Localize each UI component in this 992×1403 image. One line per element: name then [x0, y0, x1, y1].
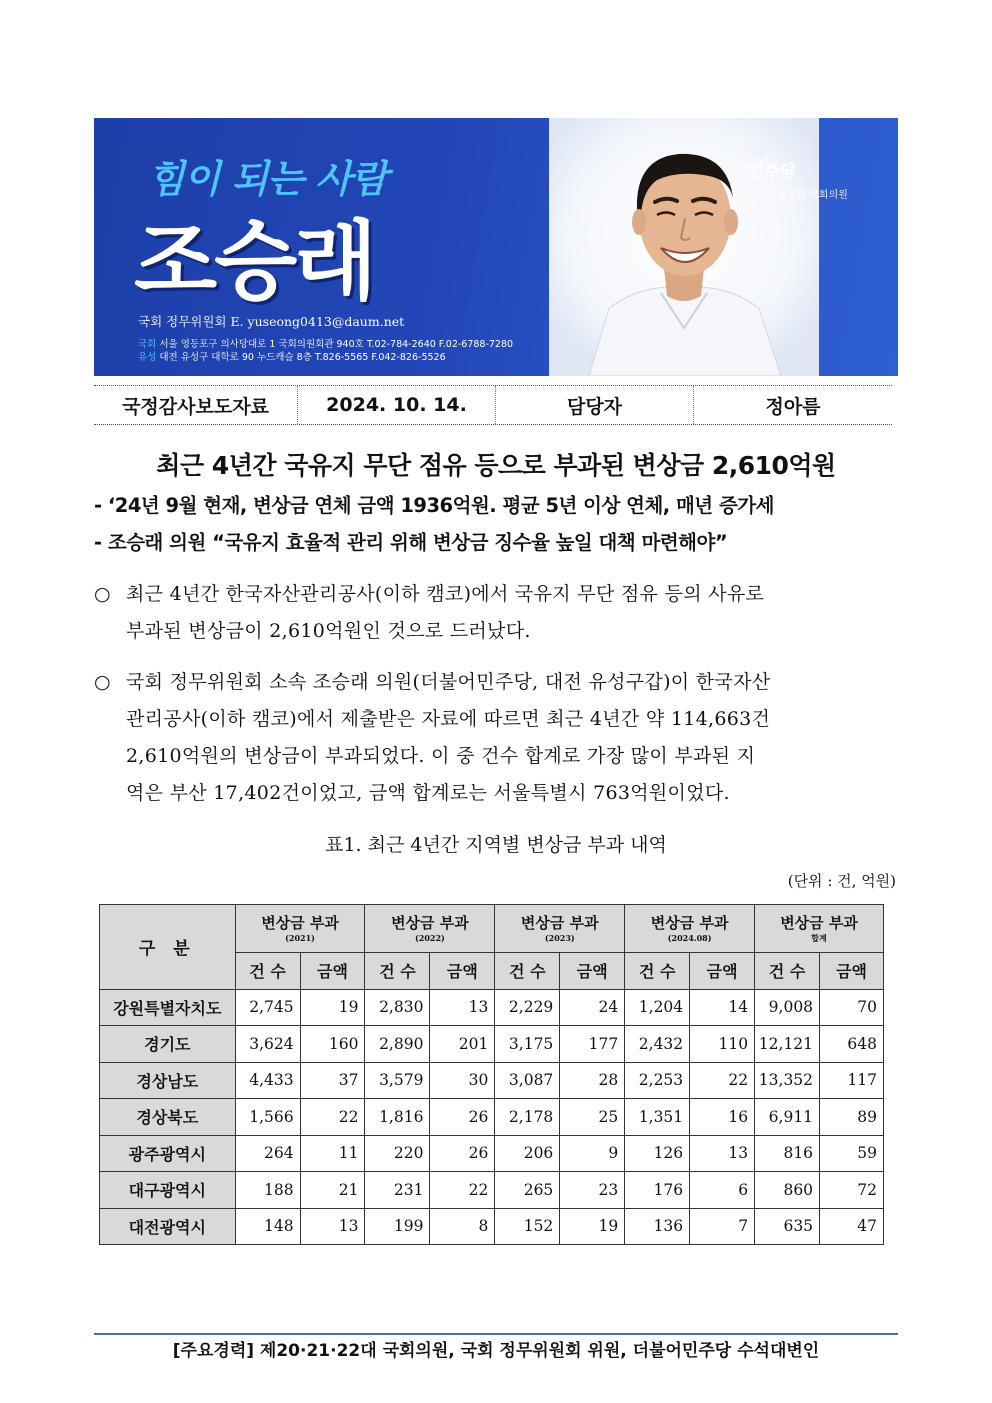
cell-count: 1,351	[625, 1099, 690, 1136]
body-paragraph-1	[94, 576, 898, 650]
cell-count: 136	[625, 1208, 690, 1245]
cell-amount: 28	[560, 1062, 625, 1099]
contact-email-line: 국회 정무위원회 E. yuseong0413@daum.net	[138, 314, 405, 329]
cell-count: 13,352	[755, 1062, 820, 1099]
cell-amount: 21	[300, 1172, 365, 1209]
footer-career: [주요경력] 제20·21·22대 국회의원, 국회 정무위원회 위원, 더불어민주당 수석대변인	[172, 1341, 820, 1361]
cell-amount: 177	[560, 1026, 625, 1063]
party-logo-small: 더불어	[750, 147, 774, 156]
col-header-count: 건 수	[365, 953, 430, 990]
paragraph-line: 최근 4년간 한국자산관리공사(이하 캠코)에서 국유지 무단 점유 등의 사유로	[126, 583, 765, 605]
cell-amount: 59	[820, 1135, 884, 1172]
table-caption: 표1. 최근 4년간 지역별 변상금 부과 내역	[325, 834, 667, 856]
press-title: 최근 4년간 국유지 무단 점유 등으로 부과된 변상금 2,610억원	[156, 451, 836, 480]
table-group-header: 변상금 부과 합계	[755, 905, 884, 953]
contact-yuseong-address: 대전 유성구 대학로 90 누드캐슬 8층 T.826-5565 F.042-826-5526	[159, 352, 446, 363]
contact-label: 담당자	[496, 386, 694, 424]
table-body	[100, 989, 884, 1245]
contact-yuseong-tag: 유성	[138, 352, 157, 363]
cell-amount: 7	[690, 1208, 755, 1245]
penalty-table	[99, 904, 884, 1245]
party-logo-subtitle: 대전유성구갑 국회의원	[748, 190, 848, 201]
table-row	[100, 1172, 884, 1209]
cell-count: 2,745	[235, 989, 300, 1026]
contact-seoul-tag: 국회	[138, 339, 157, 350]
press-subtitle-2: - 조승래 의원 “국유지 효율적 관리 위해 변상금 징수율 높일 대책 마련해야”	[94, 531, 728, 554]
row-region-label: 경기도	[100, 1026, 236, 1063]
cell-count: 231	[365, 1172, 430, 1209]
cell-count: 3,175	[495, 1026, 560, 1063]
col-header-count: 건 수	[625, 953, 690, 990]
table-group-header-row	[100, 905, 884, 953]
cell-count: 265	[495, 1172, 560, 1209]
banner-contact	[138, 312, 513, 364]
cell-amount: 201	[430, 1026, 495, 1063]
cell-amount: 70	[820, 989, 884, 1026]
cell-count: 6,911	[755, 1099, 820, 1136]
cell-amount: 24	[560, 989, 625, 1026]
col-header-count: 건 수	[495, 953, 560, 990]
paragraph-line: 역은 부산 17,402건이었고, 금액 합계로는 서울특별시 763억원이었다.	[126, 782, 730, 804]
table-unit: (단위 : 건, 억원)	[787, 872, 896, 890]
contact-seoul-address: 서울 영등포구 의사당대로 1 국회의원회관 940호 T.02-784-2640 F.02-6788-7280	[159, 339, 514, 350]
press-type: 국정감사보도자료	[94, 386, 298, 424]
cell-count: 12,121	[755, 1026, 820, 1063]
row-region-label: 강원특별자치도	[100, 989, 236, 1026]
cell-count: 816	[755, 1135, 820, 1172]
cell-count: 2,253	[625, 1062, 690, 1099]
table-row	[100, 1099, 884, 1136]
cell-count: 148	[235, 1208, 300, 1245]
cell-amount: 6	[690, 1172, 755, 1209]
cell-amount: 72	[820, 1172, 884, 1209]
banner-slogan: 힘이 되는 사람	[148, 157, 387, 201]
cell-count: 1,566	[235, 1099, 300, 1136]
cell-count: 2,432	[625, 1026, 690, 1063]
table-group-header: 변상금 부과 (2021)	[235, 905, 365, 953]
col-header-amount: 금액	[820, 953, 884, 990]
table-group-header: 변상금 부과 (2022)	[365, 905, 495, 953]
body-paragraph-2	[94, 664, 898, 812]
cell-amount: 22	[430, 1172, 495, 1209]
cell-count: 206	[495, 1135, 560, 1172]
cell-count: 635	[755, 1208, 820, 1245]
table-row	[100, 1135, 884, 1172]
cell-amount: 22	[690, 1062, 755, 1099]
cell-amount: 11	[300, 1135, 365, 1172]
press-info-bar	[94, 385, 892, 425]
cell-amount: 89	[820, 1099, 884, 1136]
cell-count: 3,579	[365, 1062, 430, 1099]
cell-count: 264	[235, 1135, 300, 1172]
col-header-amount: 금액	[560, 953, 625, 990]
cell-amount: 47	[820, 1208, 884, 1245]
contact-name: 정아름	[765, 395, 821, 418]
cell-amount: 9	[560, 1135, 625, 1172]
paragraph-line: 2,610억원의 변상금이 부과되었다. 이 중 건수 합계로 가장 많이 부과된 지	[126, 745, 756, 767]
cell-count: 152	[495, 1208, 560, 1245]
cell-count: 199	[365, 1208, 430, 1245]
table-row	[100, 1026, 884, 1063]
cell-count: 1,204	[625, 989, 690, 1026]
table-group-header: 변상금 부과 (2024.08)	[625, 905, 755, 953]
cell-amount: 16	[690, 1099, 755, 1136]
cell-amount: 23	[560, 1172, 625, 1209]
table-corner-header: 구 분	[100, 905, 236, 990]
table-row	[100, 989, 884, 1026]
cell-amount: 13	[430, 989, 495, 1026]
cell-amount: 30	[430, 1062, 495, 1099]
cell-count: 1,816	[365, 1099, 430, 1136]
cell-amount: 26	[430, 1135, 495, 1172]
cell-amount: 648	[820, 1026, 884, 1063]
cell-amount: 37	[300, 1062, 365, 1099]
header-banner	[94, 118, 898, 376]
contact-seoul-line	[138, 338, 513, 351]
footer-divider	[94, 1333, 898, 1335]
cell-amount: 19	[300, 989, 365, 1026]
bullet-circle-icon: ○	[94, 671, 111, 693]
cell-amount: 13	[690, 1135, 755, 1172]
table-row	[100, 1208, 884, 1245]
cell-count: 176	[625, 1172, 690, 1209]
row-region-label: 대전광역시	[100, 1208, 236, 1245]
cell-count: 2,229	[495, 989, 560, 1026]
party-logo	[748, 146, 848, 201]
cell-amount: 160	[300, 1026, 365, 1063]
table-row	[100, 1062, 884, 1099]
paragraph-line: 국회 정무위원회 소속 조승래 의원(더불어민주당, 대전 유성구갑)이 한국자산	[126, 671, 771, 693]
cell-amount: 26	[430, 1099, 495, 1136]
row-region-label: 경상남도	[100, 1062, 236, 1099]
paragraph-line: 관리공사(이하 캠코)에서 제출받은 자료에 따르면 최근 4년간 약 114,663건	[126, 708, 771, 730]
cell-count: 188	[235, 1172, 300, 1209]
cell-amount: 13	[300, 1208, 365, 1245]
col-header-amount: 금액	[430, 953, 495, 990]
cell-amount: 117	[820, 1062, 884, 1099]
cell-amount: 8	[430, 1208, 495, 1245]
cell-count: 3,624	[235, 1026, 300, 1063]
cell-count: 2,890	[365, 1026, 430, 1063]
row-region-label: 대구광역시	[100, 1172, 236, 1209]
press-subtitle-1: - ‘24년 9월 현재, 변상금 연체 금액 1936억원. 평균 5년 이상 연체, 매년 증가세	[94, 494, 774, 517]
cell-count: 9,008	[755, 989, 820, 1026]
cell-count: 126	[625, 1135, 690, 1172]
cell-amount: 110	[690, 1026, 755, 1063]
bullet-circle-icon: ○	[94, 583, 111, 605]
row-region-label: 광주광역시	[100, 1135, 236, 1172]
cell-amount: 25	[560, 1099, 625, 1136]
cell-amount: 14	[690, 989, 755, 1026]
cell-count: 220	[365, 1135, 430, 1172]
col-header-amount: 금액	[690, 953, 755, 990]
cell-amount: 19	[560, 1208, 625, 1245]
cell-count: 4,433	[235, 1062, 300, 1099]
cell-amount: 22	[300, 1099, 365, 1136]
col-header-count: 건 수	[755, 953, 820, 990]
table-group-header: 변상금 부과 (2023)	[495, 905, 625, 953]
paragraph-line: 부과된 변상금이 2,610억원인 것으로 드러났다.	[126, 620, 531, 642]
cell-count: 860	[755, 1172, 820, 1209]
col-header-amount: 금액	[300, 953, 365, 990]
cell-count: 2,830	[365, 989, 430, 1026]
contact-yuseong-line	[138, 351, 513, 364]
party-logo-name: 민주당	[748, 162, 796, 182]
press-date: 2024. 10. 14.	[298, 386, 496, 424]
col-header-count: 건 수	[235, 953, 300, 990]
cell-count: 2,178	[495, 1099, 560, 1136]
row-region-label: 경상북도	[100, 1099, 236, 1136]
banner-name: 조승래	[134, 212, 375, 312]
cell-count: 3,087	[495, 1062, 560, 1099]
